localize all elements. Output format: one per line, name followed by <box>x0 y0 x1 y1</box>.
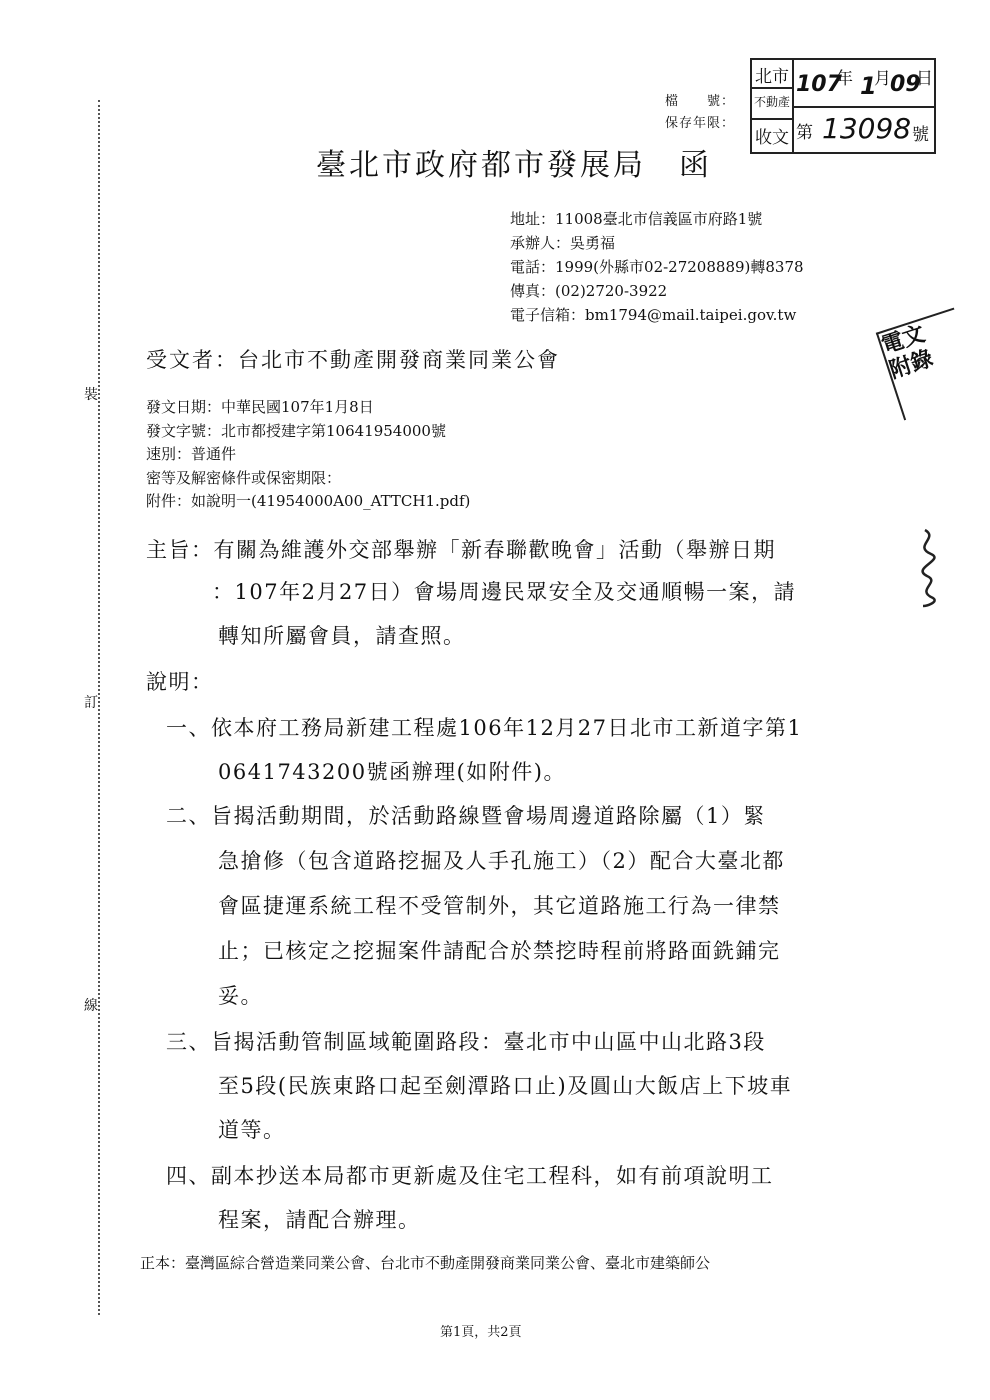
explanation-item-2-line-3: 會區捷運系統工程不受管制外，其它道路施工行為一律禁 <box>218 894 781 918</box>
explanation-item-1-line-2: 0641743200號函辦理(如附件)。 <box>218 760 566 784</box>
attachment: 附件：如說明一(41954000A00_ATTCH1.pdf) <box>146 492 471 510</box>
document-number: 發文字號：北市都授建字第10641954000號 <box>146 422 446 440</box>
explanation-item-3-line-1: 三、旨揭活動管制區域範圍路段：臺北市中山區中山北路3段 <box>166 1030 766 1054</box>
stamp-no-suffix: 號 <box>912 125 929 145</box>
original-copy-recipients: 正本：臺灣區綜合營造業同業公會、台北市不動產開發商業同業公會、臺北市建築師公 <box>140 1254 711 1272</box>
explanation-item-2-line-1: 二、旨揭活動期間，於活動路線暨會場周邊道路除屬（1）緊 <box>166 804 766 828</box>
corner-stamp-line1: 電文 <box>878 320 929 359</box>
explanation-item-4-line-2: 程案，請配合辦理。 <box>218 1208 421 1232</box>
stamp-day-char: 日 <box>916 69 933 89</box>
delivery-speed: 速別：普通件 <box>146 445 237 463</box>
handwritten-mark <box>905 528 945 608</box>
contact-phone: 電話：1999(外縣市02-27208889)轉8378 <box>510 258 804 276</box>
corner-stamp-line2: 附錄 <box>886 345 937 384</box>
binding-mark-zhuang: 裝 <box>84 387 98 403</box>
contact-address: 地址：11008臺北市信義區市府路1號 <box>510 210 763 228</box>
explanation-item-1-line-1: 一、依本府工務局新建工程處106年12月27日北市工新道字第1 <box>166 716 803 740</box>
stamp-no-prefix: 第 <box>796 123 813 143</box>
page-title: 臺北市政府都市發展局 函 <box>316 148 712 183</box>
explanation-item-4-line-1: 四、副本抄送本局都市更新處及住宅工程科，如有前項說明工 <box>166 1164 774 1188</box>
contact-fax: 傳真：(02)2720-3922 <box>510 282 668 300</box>
stamp-year-char: 年 <box>836 69 853 89</box>
explanation-item-3-line-3: 道等。 <box>218 1118 286 1142</box>
file-number-label: 檔 號： <box>665 94 736 109</box>
binding-line <box>98 100 100 1315</box>
subject-line-1: 主旨：有關為維護外交部舉辦「新春聯歡晚會」活動（舉辦日期 <box>146 538 776 562</box>
stamp-org-bottom: 收文 <box>755 128 789 148</box>
retention-label: 保存年限： <box>665 116 736 131</box>
stamp-day: 09 <box>890 72 921 97</box>
explanation-item-2-line-2: 急搶修（包含道路挖掘及人手孔施工）（2）配合大臺北都 <box>218 849 785 873</box>
issue-date: 發文日期：中華民國107年1月8日 <box>146 398 374 416</box>
subject-line-3: 轉知所屬會員，請查照。 <box>218 624 466 648</box>
corner-stamp <box>876 308 982 421</box>
stamp-number: 13098 <box>822 112 912 145</box>
explanation-item-2-line-5: 妥。 <box>218 984 263 1008</box>
recipient: 受文者：台北市不動產開發商業同業公會 <box>146 348 560 372</box>
explanation-item-3-line-2: 至5段(民族東路口起至劍潭路口止)及圓山大飯店上下坡車 <box>218 1074 793 1098</box>
contact-handler: 承辦人：吳勇福 <box>510 234 616 252</box>
binding-mark-ding: 訂 <box>84 695 98 711</box>
stamp-org-top: 北市 <box>755 67 789 87</box>
subject-line-2: ：107年2月27日）會場周邊民眾安全及交通順暢一案，請 <box>212 580 797 604</box>
contact-email: 電子信箱：bm1794@mail.taipei.gov.tw <box>510 306 797 324</box>
stamp-month: 1 <box>860 72 877 100</box>
binding-mark-xian: 線 <box>84 998 98 1014</box>
secrecy-level: 密等及解密條件或保密期限： <box>146 469 342 487</box>
stamp-org-mid: 不動產 <box>753 95 790 109</box>
explanation-heading: 說明： <box>146 670 214 694</box>
stamp-year: 107 <box>796 72 842 97</box>
stamp-month-char: 月 <box>874 69 891 89</box>
page-footer: 第1頁，共2頁 <box>440 1325 522 1340</box>
explanation-item-2-line-4: 止；已核定之挖掘案件請配合於禁挖時程前將路面銑鋪完 <box>218 939 781 963</box>
receipt-stamp <box>750 58 936 154</box>
